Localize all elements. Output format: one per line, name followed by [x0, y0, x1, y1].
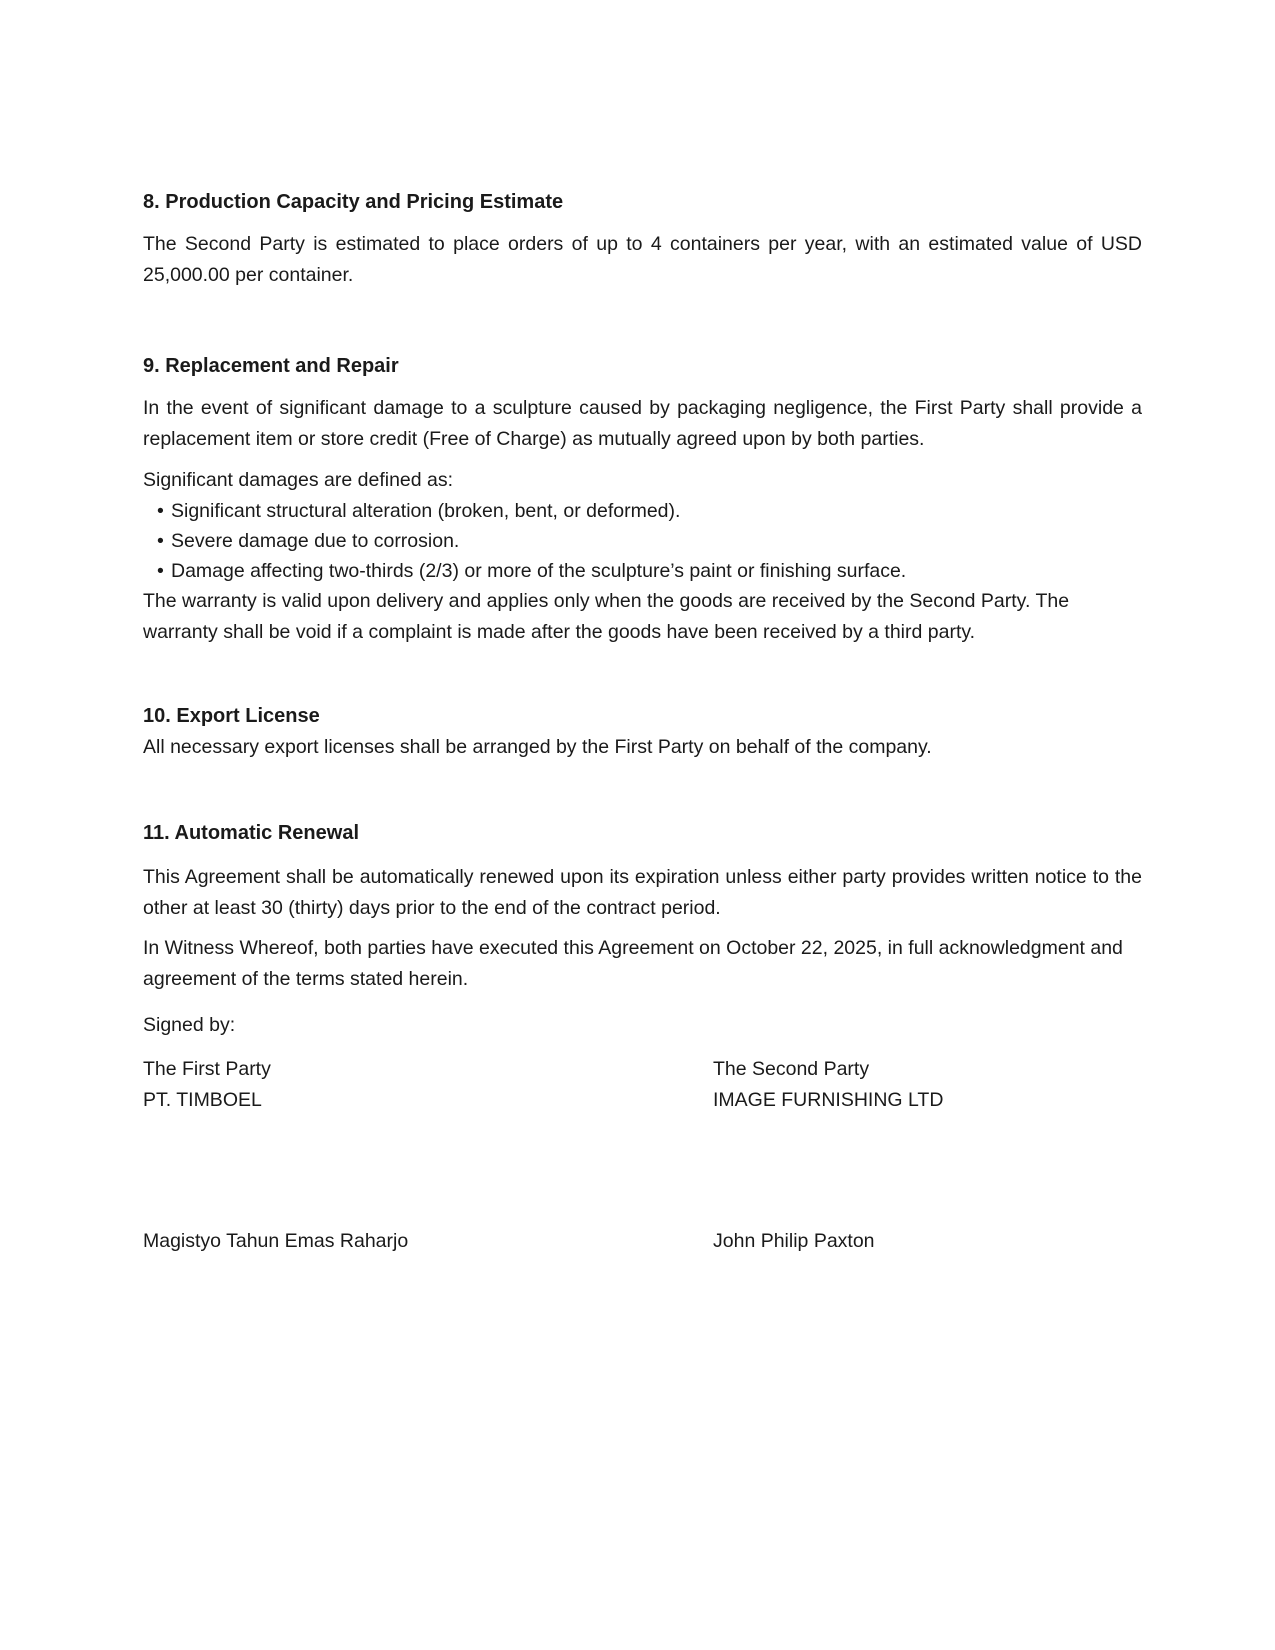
damages-bullet-item	[143, 556, 1142, 586]
second-party-company: IMAGE FURNISHING LTD	[713, 1089, 944, 1111]
signature-parties-row	[143, 1054, 1142, 1116]
warranty-paragraph: The warranty is valid upon delivery and applies only when the goods are received by the Second Party. The warranty shall be void if a complaint is made after the goods have been received by a third party.	[143, 590, 1070, 643]
damages-bullet-item	[143, 526, 1142, 556]
damages-bullet-text: Significant structural alteration (broken, bent, or deformed).	[171, 500, 681, 522]
first-party-signatory-name: Magistyo Tahun Emas Raharjo	[143, 1230, 409, 1252]
section-11-heading: 11. Automatic Renewal	[143, 822, 359, 844]
section-8-body: The Second Party is estimated to place orders of up to 4 containers per year, with an estimated value of USD 25,000.00 per container.	[143, 233, 1142, 286]
signature-names-row	[143, 1226, 1142, 1257]
section-10-body: All necessary export licenses shall be arranged by the First Party on behalf of the company.	[143, 736, 932, 758]
bullet-icon: •	[157, 560, 164, 582]
signed-by-label: Signed by:	[143, 1014, 236, 1036]
damages-bullet-text: Damage affecting two-thirds (2/3) or more of the sculpture’s paint or finishing surface.	[171, 560, 907, 582]
damages-bullet-item	[143, 496, 1142, 526]
damages-intro: Significant damages are defined as:	[143, 469, 454, 491]
second-party-block	[713, 1054, 1142, 1116]
first-party-block	[143, 1054, 713, 1116]
section-9-paragraph: In the event of significant damage to a sculpture caused by packaging negligence, the First Party shall provide a replacement item or store credit (Free of Charge) as mutually agreed upon by both parties.	[143, 397, 1142, 450]
bullet-icon: •	[157, 530, 164, 552]
section-9-heading: 9. Replacement and Repair	[143, 355, 399, 377]
bullet-icon: •	[157, 500, 164, 522]
section-10-heading: 10. Export License	[143, 705, 320, 727]
witness-paragraph: In Witness Whereof, both parties have executed this Agreement on October 22, 2025, in full acknowledgment and agreement of the terms stated herein.	[143, 937, 1123, 990]
first-party-company: PT. TIMBOEL	[143, 1089, 262, 1111]
damages-bullet-list	[143, 496, 1142, 586]
second-party-role: The Second Party	[713, 1058, 870, 1080]
section-8-heading: 8. Production Capacity and Pricing Estimate	[143, 191, 564, 213]
first-party-role: The First Party	[143, 1058, 271, 1080]
damages-bullet-text: Severe damage due to corrosion.	[171, 530, 460, 552]
section-11-paragraph: This Agreement shall be automatically renewed upon its expiration unless either party provides written notice to the other at least 30 (thirty) days prior to the end of the contract period.	[143, 866, 1142, 919]
second-party-signatory-name: John Philip Paxton	[713, 1230, 875, 1252]
